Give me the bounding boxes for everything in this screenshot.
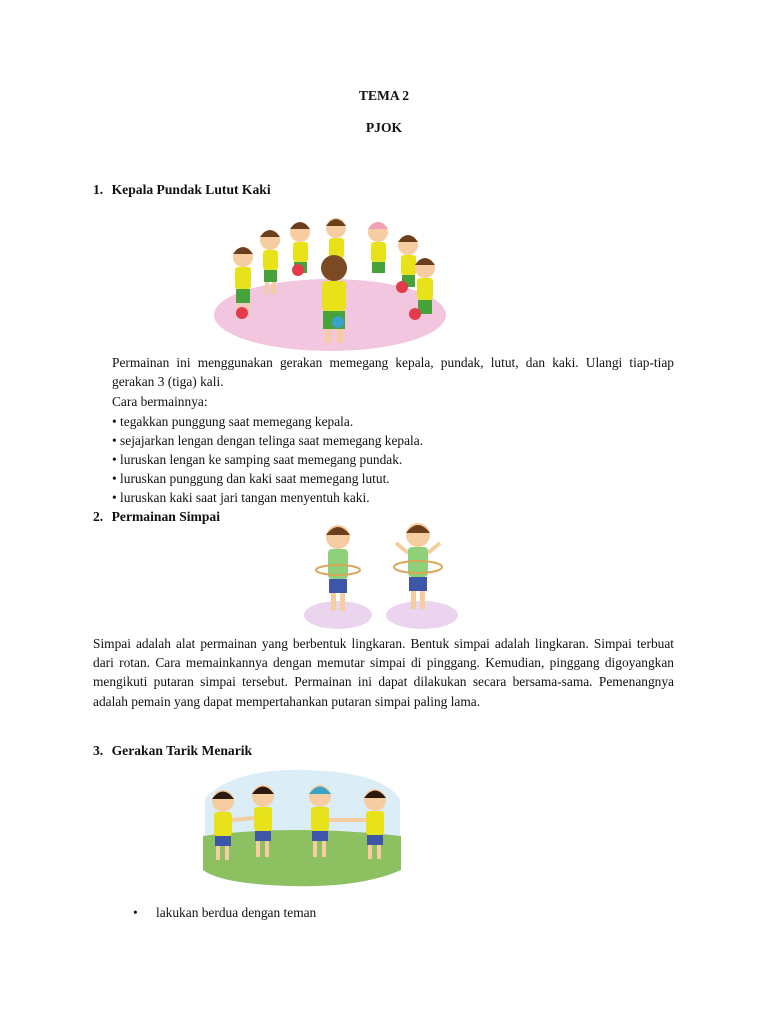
child-figure	[290, 222, 310, 276]
section-1-heading	[93, 182, 271, 198]
child-figure	[396, 235, 418, 293]
section-3-number: 3.	[93, 743, 104, 758]
section-1-steps-label: Cara bermainnya:	[112, 394, 208, 409]
section-2-heading	[93, 509, 220, 525]
page-subtitle: PJOK	[365, 120, 403, 135]
section-2-body: Simpai adalah alat permainan yang berbentuk lingkaran. Bentuk simpai adalah lingkaran. Simpai terbuat dari rotan. Cara memainkannya dengan memutar simpai di pinggang. Kemudian, pinggang digoyangkan mengikuti putaran simpai tersebut. Permainan ini dapat dilakukan secara bersama-sama. Pemenangnya adalah pemain yang dapat mempertahankan putaran simpai paling lama.	[93, 636, 674, 709]
list-item: • sejajarkan lengan dengan telinga saat memegang kepala.	[112, 433, 424, 448]
section-1-intro: Permainan ini menggunakan gerakan memegang kepala, pundak, lutut, dan kaki. Ulangi tiap-tiap gerakan 3 (tiga) kali.	[112, 355, 674, 390]
circle-game-illustration	[210, 210, 450, 355]
tug-illustration	[195, 768, 405, 888]
list-item: • luruskan lengan ke samping saat memegang pundak.	[112, 452, 403, 467]
section-1-title: Kepala Pundak Lutut Kaki	[111, 182, 271, 197]
section-3-heading	[93, 743, 252, 759]
child-with-hoop-left	[316, 525, 360, 611]
bullet-symbol: •	[133, 905, 138, 920]
list-item: lakukan berdua dengan teman	[156, 905, 317, 920]
section-2-title: Permainan Simpai	[111, 509, 220, 524]
section-2-number: 2.	[93, 509, 104, 524]
child-figure	[368, 222, 388, 273]
list-item: • luruskan punggung dan kaki saat memegang lutut.	[112, 471, 390, 486]
child-with-hoop-right	[394, 523, 442, 609]
list-item: • luruskan kaki saat jari tangan menyentuh kaki.	[112, 490, 370, 505]
section-3-title: Gerakan Tarik Menarik	[111, 743, 253, 758]
section-1-number: 1.	[93, 182, 104, 197]
hoop-illustration	[300, 515, 480, 635]
list-item: • tegakkan punggung saat memegang kepala.	[112, 414, 354, 429]
page-title: TEMA 2	[358, 88, 410, 103]
